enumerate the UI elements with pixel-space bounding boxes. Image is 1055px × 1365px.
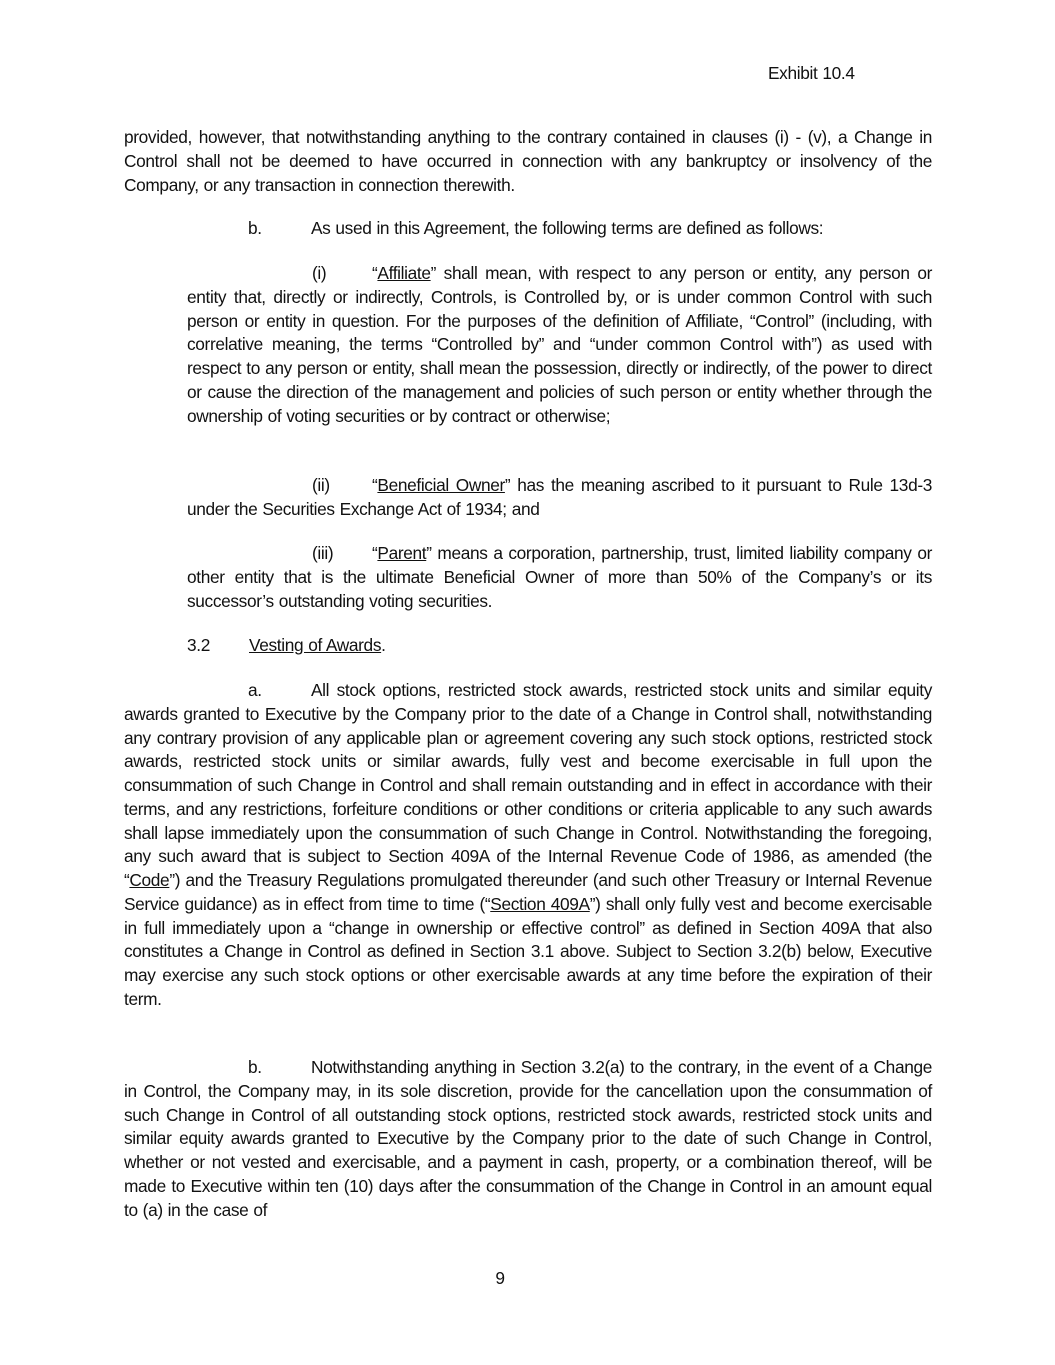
- paragraph-b-text: Notwithstanding anything in Section 3.2(a) to the contrary, in the event of a Change in Control, the Company may, in its sole discretion, provide for the cancellation upon the consummation of such Change in Control of all outstanding stock options, restricted stock awards, restricted stock units and similar equity awards granted to Executive by the Company prior to the date of such Change in Control, whether or not vested and exercisable, and a payment in cash, property, or a combination thereof, will be made to Executive within ten (10) days after the consummation of the Change in Control in an amount equal to (a) in the case of: [124, 1057, 932, 1220]
- section-title: Vesting of Awards: [249, 635, 382, 655]
- close-quote: ”: [430, 263, 437, 283]
- definition-i-text: shall mean, with respect to any person or entity, any person or entity that, directly or indirectly, Controls, is Controlled by, or is under common Control with such person or entity in question. For the purposes of the definition of Affiliate, “Control” (including, with correlative meaning, the terms “Controlled by” and “under common Control with”) as used with respect to any person or entity, shall mean the possession, directly or indirectly, of the power to direct or cause the direction of the management and policies of such person or entity whether through the ownership of voting securities or by contract or otherwise;: [187, 263, 932, 426]
- paragraph-a-text-1: All stock options, restricted stock awards, restricted stock units and similar equity awards granted to Executive by the Company prior to the date of a Change in Control shall, notwithstanding any contrary provision of any applicable plan or agreement covering any such stock options, restricted stock awards, restricted stock units or similar awards, fully vest and become exercisable in full upon the consummation of such Change in Control and shall remain outstanding and in effect in accordance with their terms, and any restrictions, forfeiture conditions or other conditions or criteria applicable to any such awards shall lapse immediately upon the consummation of such Change in Control. Notwithstanding the foregoing, any such award that is subject to Section 409A of the Internal Revenue Code of 1986, as amended (the “: [124, 680, 932, 890]
- definition-parent: [187, 542, 932, 613]
- term-parent: Parent: [377, 543, 427, 563]
- definition-i-marker: (i): [312, 263, 327, 283]
- definition-ii-marker: (ii): [312, 475, 330, 495]
- section-heading: [249, 634, 386, 658]
- open-quote: “: [372, 475, 378, 495]
- term-beneficial-owner: Beneficial Owner: [377, 475, 505, 495]
- close-quote: ”: [426, 543, 432, 563]
- definition-affiliate: [187, 262, 932, 428]
- close-quote: ”: [504, 475, 511, 495]
- paragraph-b-marker: b.: [248, 1057, 262, 1077]
- definition-ii-text: has the meaning ascribed to it pursuant to Rule 13d-3 under the Securities Exchange Act of 1934; and: [187, 475, 932, 519]
- definition-iii-text: means a corporation, partnership, trust, limited liability company or other entity that is the ultimate Beneficial Owner of more than 50% of the Company’s or its successor’s outstanding voting securities.: [187, 543, 932, 611]
- open-quote: “: [372, 543, 378, 563]
- paragraph-a-text-3: ”) shall only fully vest and become exercisable in full immediately upon a “change in ownership or effective control” as defined in Section 409A that also constitutes a Change in Control as defined in Section 3.1 above. Subject to Section 3.2(b) below, Executive may exercise any such stock options or other exercisable awards at any time before the expiration of their term.: [124, 893, 932, 1009]
- paragraph-a: [124, 679, 932, 1012]
- open-quote: “: [372, 263, 378, 283]
- section-title-period: .: [381, 635, 386, 655]
- subsection-b-text: As used in this Agreement, the following terms are defined as follows:: [311, 218, 824, 238]
- term-section-409a: Section 409A: [490, 893, 590, 914]
- subsection-b-marker: b.: [248, 218, 262, 238]
- term-code: Code: [129, 870, 170, 890]
- term-affiliate: Affiliate: [377, 263, 431, 283]
- continuation-paragraph: [124, 126, 932, 197]
- paragraph-a-marker: a.: [248, 680, 262, 700]
- paragraph-a-text-2: ”) and the Treasury Regulations promulgated thereunder (and such other Treasury or Internal Revenue Service guidance) as in effect from time to time (“: [124, 870, 932, 914]
- exhibit-label: Exhibit 10.4: [768, 63, 855, 83]
- section-number: 3.2: [187, 635, 210, 655]
- paragraph-b: [124, 1056, 932, 1222]
- continuation-text: provided, however, that notwithstanding anything to the contrary contained in clauses (i) - (v), a Change in Control shall not be deemed to have occurred in connection with any bankruptcy or insolvency of the Company, or any transaction in connection therewith.: [124, 127, 932, 195]
- page-number: 9: [495, 1268, 505, 1288]
- definition-iii-marker: (iii): [312, 543, 334, 563]
- definition-beneficial-owner: [187, 474, 932, 522]
